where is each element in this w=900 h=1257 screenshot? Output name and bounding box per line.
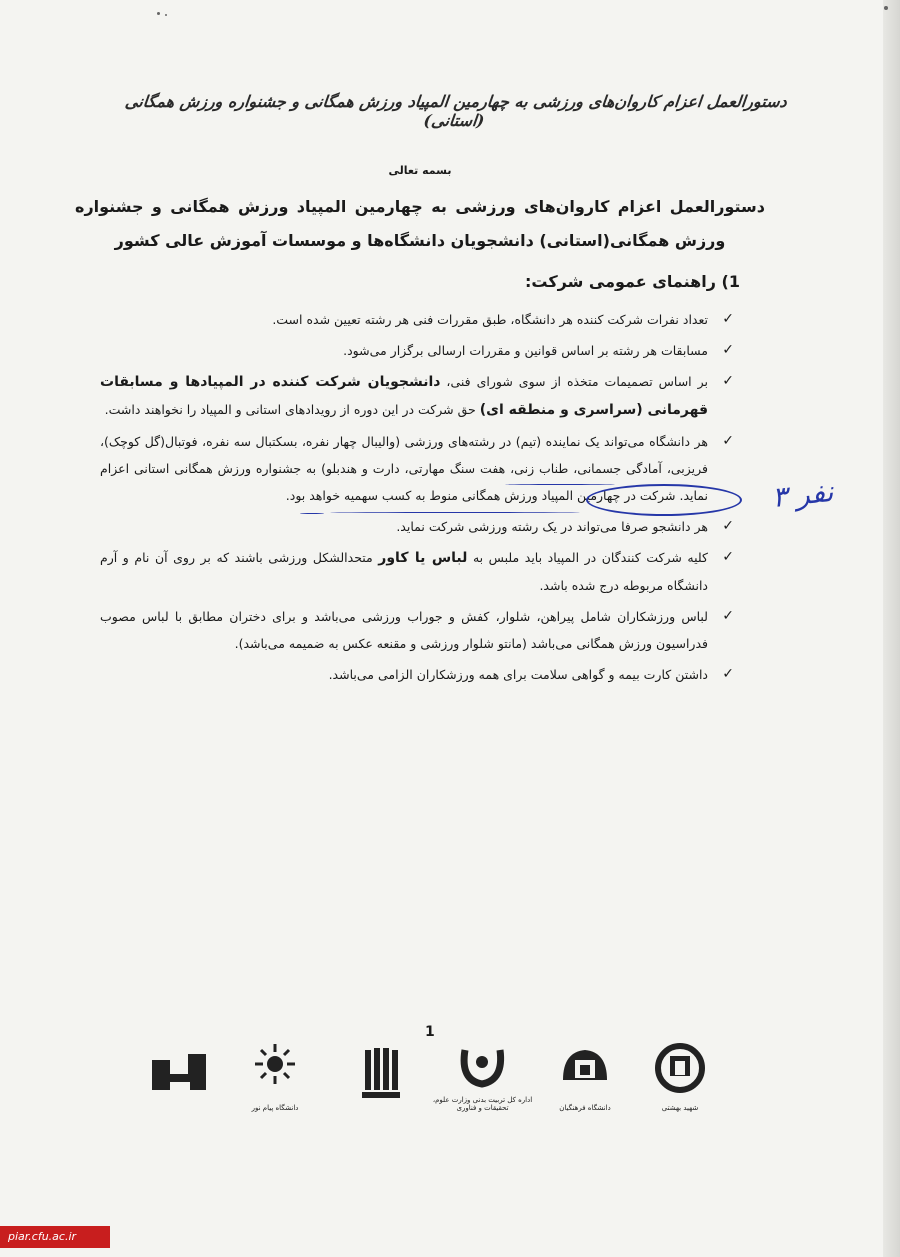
guideline-item bbox=[100, 513, 740, 540]
ink-circle-annotation bbox=[586, 484, 742, 516]
guideline-item bbox=[100, 603, 740, 657]
section-title: راهنمای عمومی شرکت: bbox=[525, 272, 716, 291]
section-number: 1) bbox=[721, 272, 740, 291]
guideline-text-post: حق شرکت در این دوره از رویدادهای استانی و المپیاد را نخواهند داشت. bbox=[104, 402, 480, 417]
farhangian-logo bbox=[545, 1040, 625, 1112]
guideline-item bbox=[100, 544, 740, 599]
check-icon: ✓ bbox=[722, 342, 734, 358]
guideline-text: مسابقات هر رشته بر اساس قوانین و مقررات ارسالی برگزار می‌شود. bbox=[343, 343, 708, 358]
guideline-text-pre: کلیه شرکت کنندگان در المپیاد باید ملبس به bbox=[467, 550, 708, 565]
logo-caption: دانشگاه فرهنگیان bbox=[559, 1104, 611, 1112]
guideline-text-post: متحدالشکل ورزشی باشند که بر روی آن نام و آرم دانشگاه مربوطه درج شده باشد. bbox=[100, 550, 708, 593]
scan-speck bbox=[165, 14, 167, 16]
guideline-item bbox=[100, 306, 740, 333]
guideline-text-bold: لباس یا کاور bbox=[378, 550, 468, 566]
check-icon: ✓ bbox=[722, 518, 734, 534]
bismillah: بسمه تعالی bbox=[388, 164, 452, 177]
check-icon: ✓ bbox=[722, 373, 734, 389]
check-icon: ✓ bbox=[722, 549, 734, 565]
handwritten-note: ۳ نفر bbox=[770, 474, 835, 515]
check-icon: ✓ bbox=[722, 433, 734, 449]
footer-site-badge[interactable]: piar.cfu.ac.ir bbox=[0, 1226, 110, 1248]
scan-speck bbox=[884, 6, 888, 10]
check-icon: ✓ bbox=[722, 608, 734, 624]
azad-university-logo bbox=[140, 1040, 220, 1112]
uast-logo bbox=[340, 1040, 420, 1112]
ink-underline bbox=[300, 513, 324, 514]
ink-underline bbox=[330, 512, 580, 513]
logo-strip bbox=[135, 1040, 735, 1115]
document-title: دستورالعمل اعزام کاروان‌های ورزشی به چهارمین المپیاد ورزش همگانی و جشنواره ورزش همگانی(استانی) دانشجویان دانشگاه‌ها و موسسات آموزش عالی کشور bbox=[75, 197, 765, 250]
payame-noor-logo bbox=[235, 1040, 315, 1112]
scan-page-edge bbox=[883, 0, 900, 1257]
logo-caption: شهید بهشتی bbox=[661, 1104, 699, 1112]
logo-caption: اداره کل تربیت بدنی وزارت علوم، تحقیقات و فناوری bbox=[432, 1096, 533, 1112]
guideline-text: هر دانشجو صرفا می‌تواند در یک رشته ورزشی شرکت نماید. bbox=[396, 519, 708, 534]
guideline-text: تعداد نفرات شرکت کننده هر دانشگاه، طبق مقررات فنی هر رشته تعیین شده است. bbox=[272, 312, 708, 327]
logo-caption: دانشگاه پیام نور bbox=[251, 1104, 299, 1112]
ink-underline bbox=[505, 484, 615, 485]
ministry-science-logo bbox=[430, 1040, 535, 1112]
guideline-item bbox=[100, 661, 740, 688]
guideline-text: داشتن کارت بیمه و گواهی سلامت برای همه ورزشکاران الزامی می‌باشد. bbox=[328, 667, 708, 682]
check-icon: ✓ bbox=[722, 311, 734, 327]
guideline-item bbox=[100, 368, 740, 424]
page-number: 1 bbox=[425, 1024, 435, 1040]
guideline-text: هر دانشگاه می‌تواند یک نماینده (تیم) در رشته‌های ورزشی (والیبال چهار نفره، بسکتبال سه نفره، فوتبال(گل کوچک)، فریزبی، آمادگی جسمانی، طناب زنی، هفت سنگ مهارتی، دارت و هندبلو) به جشنواره ورزش همگانی استانی اعزام نماید. شرکت در چهارمین المپیاد ورزش همگانی منوط به کسب سهمیه خواهد بود. bbox=[100, 434, 708, 503]
guideline-item bbox=[100, 337, 740, 364]
check-icon: ✓ bbox=[722, 666, 734, 682]
guideline-text-bold: دانشجویان شرکت کننده در المپیادها و مسابقات قهرمانی (سراسری و منطقه ای) bbox=[100, 374, 708, 418]
section-heading bbox=[525, 272, 740, 291]
shahid-beheshti-logo bbox=[640, 1040, 720, 1112]
guideline-text-pre: بر اساس تصمیمات متخذه از سوی شورای فنی، bbox=[440, 374, 709, 389]
handwritten-title: دستورالعمل اعزام کاروان‌های ورزشی به چهارمین المپیاد ورزش همگانی و جشنواره ورزش همگانی (استانی) bbox=[124, 92, 788, 130]
guideline-text: لباس ورزشکاران شامل پیراهن، شلوار، کفش و جوراب ورزشی می‌باشد و برای دختران مطابق با لباس مصوب فدراسیون ورزش همگانی می‌باشد (مانتو شلوار ورزشی و مقنعه عکس به ضمیمه می‌باشد). bbox=[100, 609, 708, 651]
scan-speck bbox=[157, 12, 160, 15]
